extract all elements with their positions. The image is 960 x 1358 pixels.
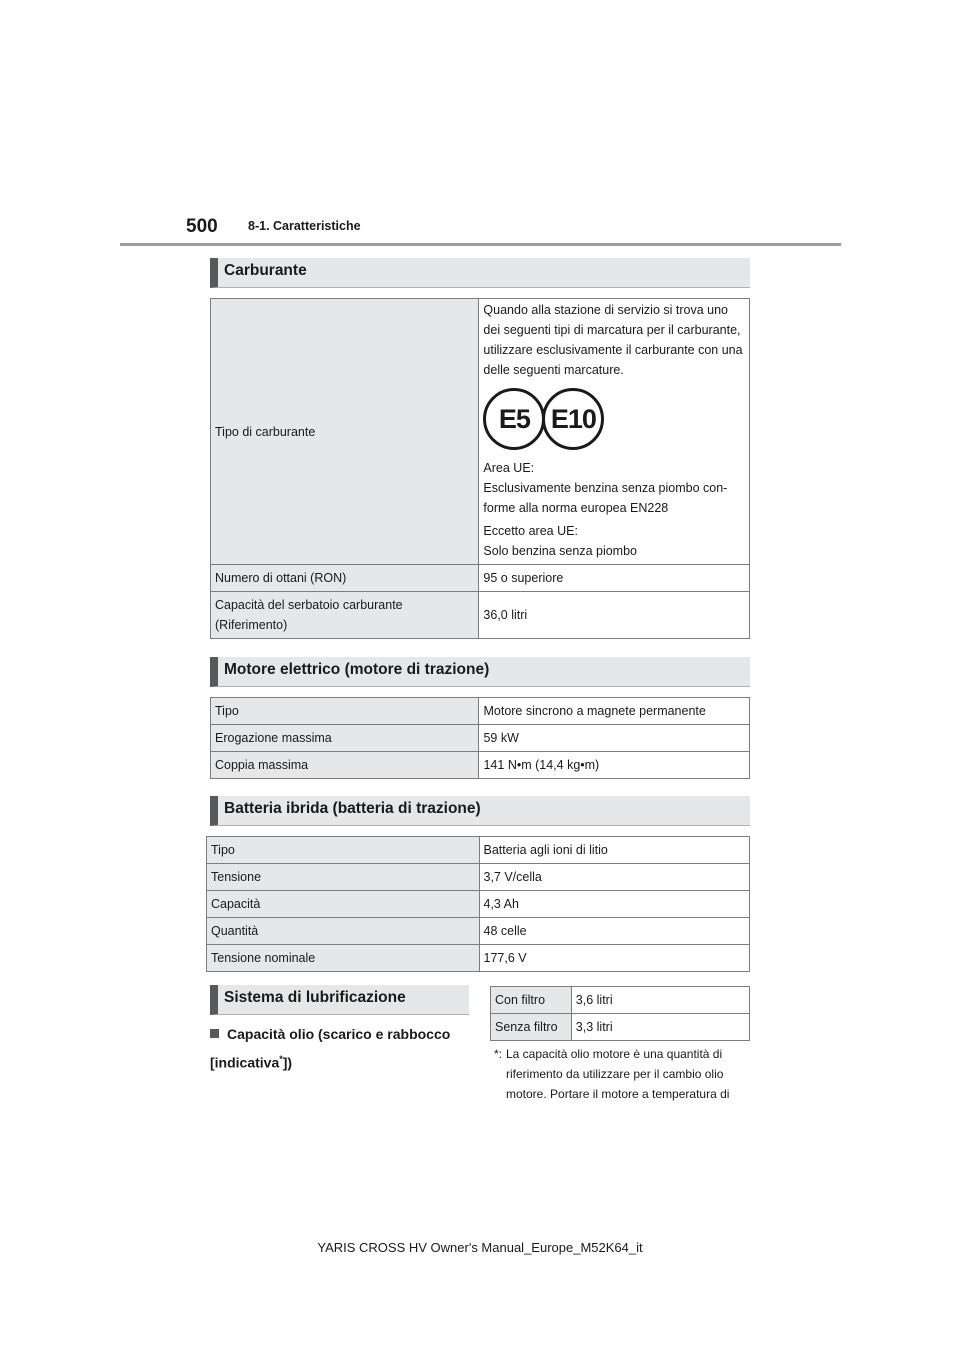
chapter-title: 8-1. Caratteristiche (248, 219, 361, 233)
table-row (207, 864, 750, 891)
tank-capacity-value: 36,0 litri (479, 592, 750, 639)
with-filter-value: 3,6 litri (571, 987, 749, 1014)
non-eu-area-text: Solo benzina senza piombo (483, 544, 637, 558)
with-filter-label: Con filtro (491, 987, 572, 1014)
nominal-voltage-label: Tensione nominale (207, 945, 480, 972)
quantity-label: Quantità (207, 918, 480, 945)
fuel-table (210, 298, 750, 639)
max-output-label: Erogazione massima (211, 725, 479, 752)
nominal-voltage-value: 177,6 V (479, 945, 750, 972)
motor-type-label: Tipo (211, 698, 479, 725)
section-heading-fuel: Carburante (210, 258, 750, 288)
footnote (494, 1044, 744, 1104)
e5-badge-icon: E5 (483, 388, 545, 450)
max-torque-label: Coppia massima (211, 752, 479, 779)
section-heading-electric-motor: Motore elettrico (motore di trazione) (210, 657, 750, 687)
max-output-value: 59 kW (479, 725, 750, 752)
battery-type-label: Tipo (207, 837, 480, 864)
page-number: 500 (186, 216, 218, 237)
non-eu-area-label: Eccetto area UE: (483, 524, 578, 538)
table-row (211, 592, 750, 639)
table-row (207, 891, 750, 918)
table-row (211, 725, 750, 752)
bullet-square-icon (210, 1029, 219, 1038)
footnote-mark: *: (494, 1047, 503, 1061)
quantity-value: 48 celle (479, 918, 750, 945)
eu-area-label: Area UE: (483, 461, 535, 475)
fuel-type-label: Tipo di carburante (211, 299, 479, 565)
table-row (211, 299, 750, 565)
fuel-marking-badges (483, 388, 745, 450)
e10-badge-icon: E10 (542, 388, 604, 450)
electric-motor-table (210, 697, 750, 779)
battery-type-value: Batteria agli ioni di litio (479, 837, 750, 864)
octane-value: 95 o superiore (479, 565, 750, 592)
max-torque-value: 141 N•m (14,4 kg•m) (479, 752, 750, 779)
without-filter-label: Senza filtro (491, 1014, 572, 1041)
footnote-star: * (279, 1054, 283, 1064)
footnote-text: La capacità olio motore è una quantità di riferimento da utilizzare per il cambio olio motore. Portare il motore a temperatura di (506, 1047, 730, 1101)
table-row (211, 698, 750, 725)
without-filter-value: 3,3 litri (571, 1014, 749, 1041)
table-row (207, 837, 750, 864)
fuel-type-description (479, 299, 750, 565)
voltage-value: 3,7 V/cella (479, 864, 750, 891)
table-row (207, 945, 750, 972)
tank-capacity-label: Capacità del serbatoio carburante (Riferimento) (211, 592, 479, 639)
table-row (207, 918, 750, 945)
hybrid-battery-table (206, 836, 750, 972)
table-row (211, 565, 750, 592)
table-row (491, 987, 750, 1014)
oil-capacity-heading (210, 1022, 470, 1076)
motor-type-value: Motore sincrono a magnete permanente (479, 698, 750, 725)
oil-capacity-heading-text: Capacità olio (scarico e rabbocco [indicativa (210, 1026, 451, 1071)
table-row (211, 752, 750, 779)
oil-capacity-table (490, 986, 750, 1041)
section-heading-lubrication: Sistema di lubrificazione (210, 985, 469, 1015)
header-divider (120, 243, 841, 246)
table-row (491, 1014, 750, 1041)
section-heading-hybrid-battery: Batteria ibrida (batteria di trazione) (210, 796, 750, 826)
capacity-label: Capacità (207, 891, 480, 918)
capacity-value: 4,3 Ah (479, 891, 750, 918)
fuel-type-intro: Quando alla stazione di servizio si trova uno dei seguenti tipi di marcatura per il carburante, utilizzare esclusivamente il carburante con una delle seguenti marcature. (483, 303, 743, 377)
footer-text: YARIS CROSS HV Owner's Manual_Europe_M52K64_it (317, 1240, 643, 1255)
oil-capacity-heading-end: ]) (282, 1054, 293, 1071)
octane-label: Numero di ottani (RON) (211, 565, 479, 592)
eu-area-text: Esclusivamente benzina senza piombo con-forme alla norma europea EN228 (483, 481, 728, 515)
voltage-label: Tensione (207, 864, 480, 891)
